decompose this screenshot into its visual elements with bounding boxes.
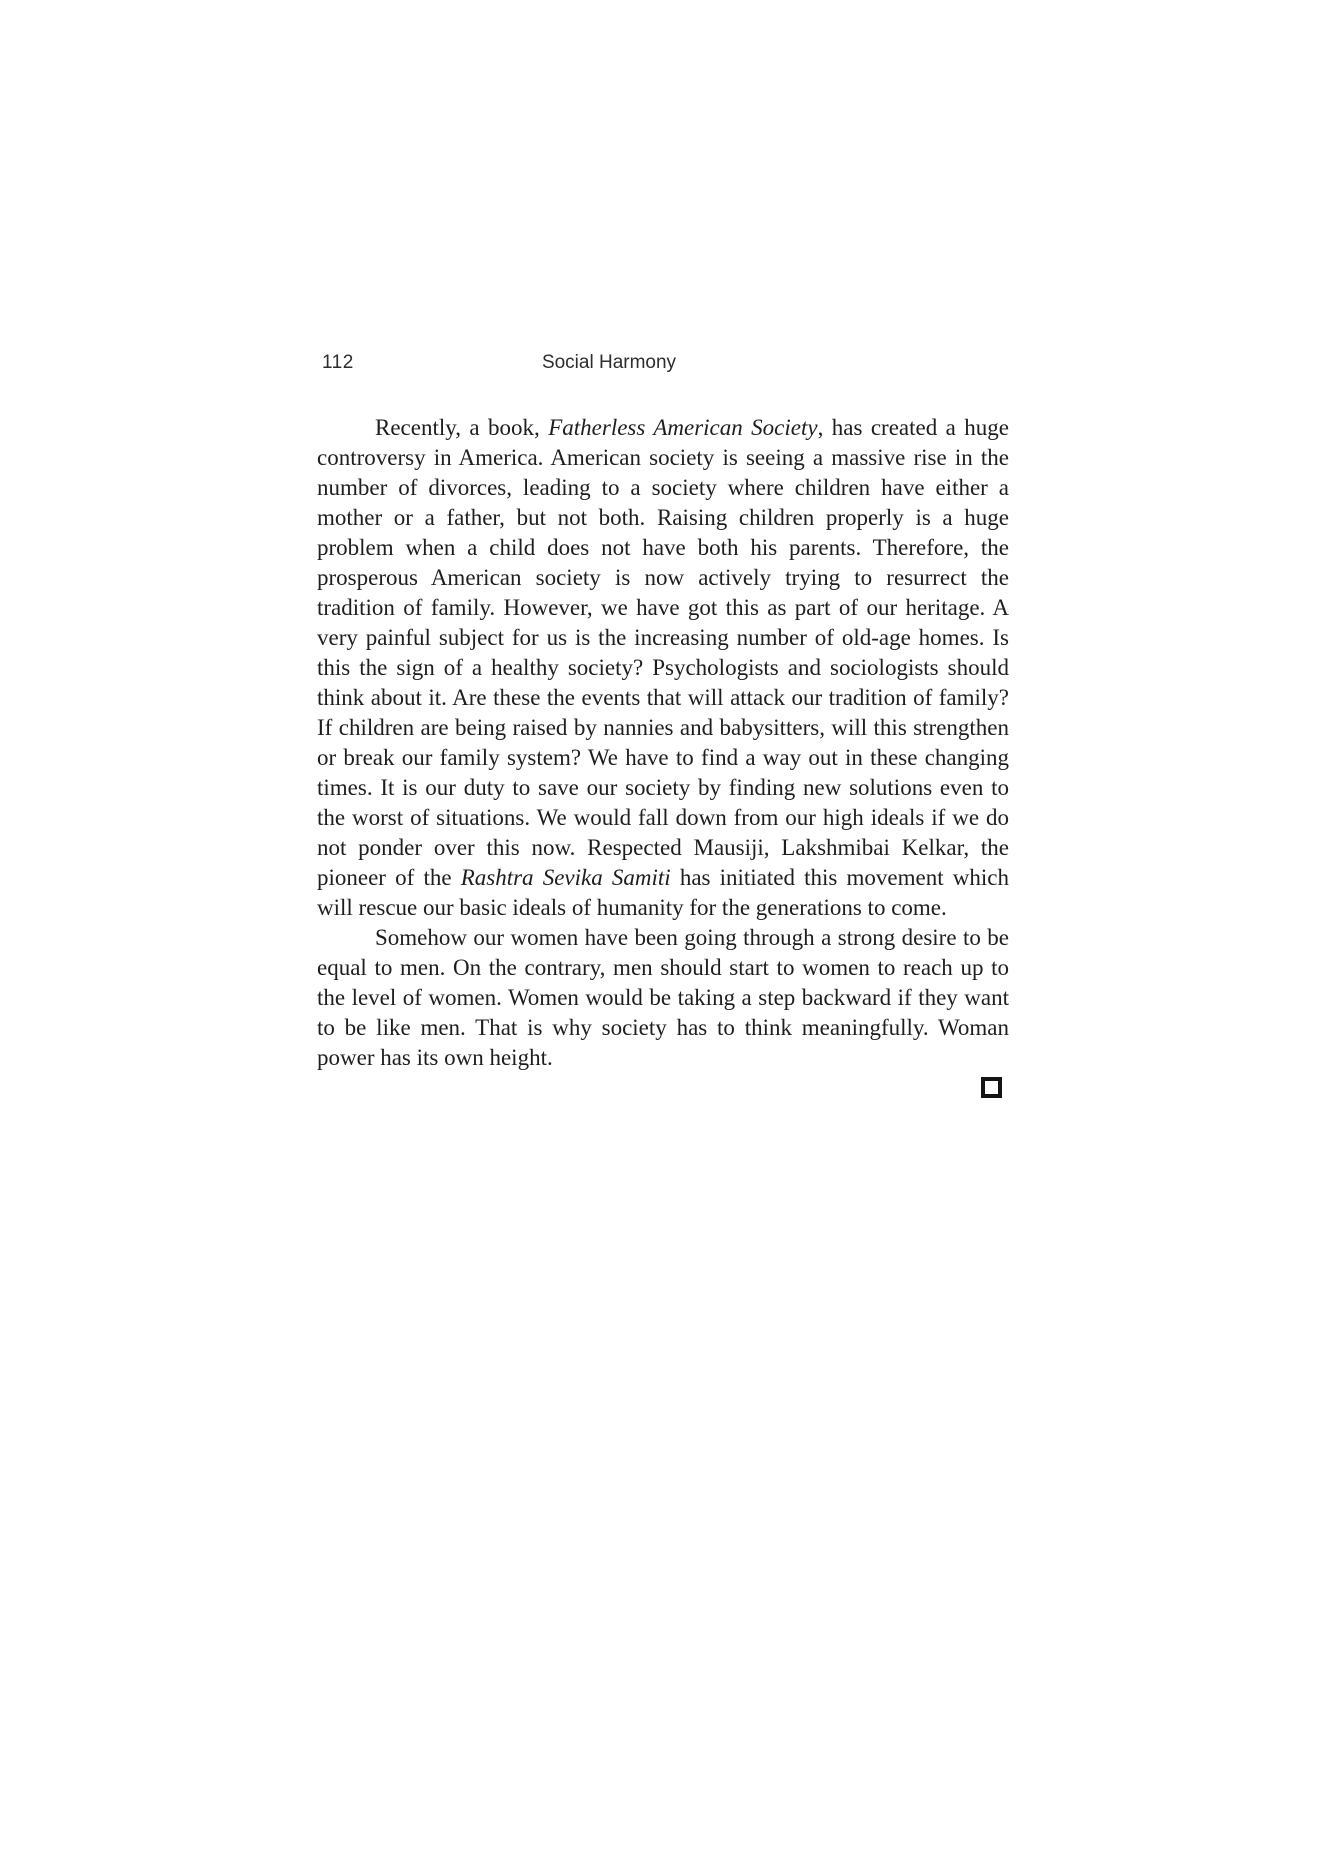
running-title: Social Harmony bbox=[541, 352, 677, 373]
page-number: 112 bbox=[322, 352, 354, 373]
paragraph bbox=[317, 413, 1009, 923]
paragraph-text: , has created a huge controversy in America. American society is seeing a massive rise in the number of divorces, leading to a society where children have either a mother or a father, but not both. Raising children properly is a huge problem when a child does not have both his parents. Therefore, the prosperous American society is now actively trying to resurrect the tradition of family. However, we have got this as part of our heritage. A very painful subject for us is the increasing number of old-age homes. Is this the sign of a healthy society? Psychologists and sociologists should think about it. Are these the events that will attack our tradition of family? If children are being raised by nannies and babysitters, will this strengthen or break our family system? We have to find a way out in these changing times. It is our duty to save our society by finding new solutions even to the worst of situations. We would fall down from our high ideals if we do not ponder over this now. Respected Mausiji, Lakshmibai Kelkar, the pioneer of the bbox=[317, 415, 1009, 890]
book-title-italic: Fatherless American Society bbox=[548, 415, 818, 440]
end-of-article-square-icon bbox=[981, 1077, 1002, 1098]
paragraph-text: Recently, a book, bbox=[375, 415, 549, 440]
organization-name-italic: Rashtra Sevika Samiti bbox=[460, 865, 671, 890]
running-header bbox=[317, 352, 1009, 378]
paragraph-text: Somehow our women have been going through a strong desire to be equal to men. On the contrary, men should start to women to reach up to the level of women. Women would be taking a step backward if they want to be like men. That is why society has to think meaningfully. Woman power has its own height. bbox=[317, 925, 1009, 1070]
page-body bbox=[317, 413, 1009, 1098]
paragraph-text: has initiated this movement which will rescue our basic ideals of humanity for the generations to come. bbox=[317, 865, 1009, 920]
paragraph bbox=[317, 923, 1009, 1073]
